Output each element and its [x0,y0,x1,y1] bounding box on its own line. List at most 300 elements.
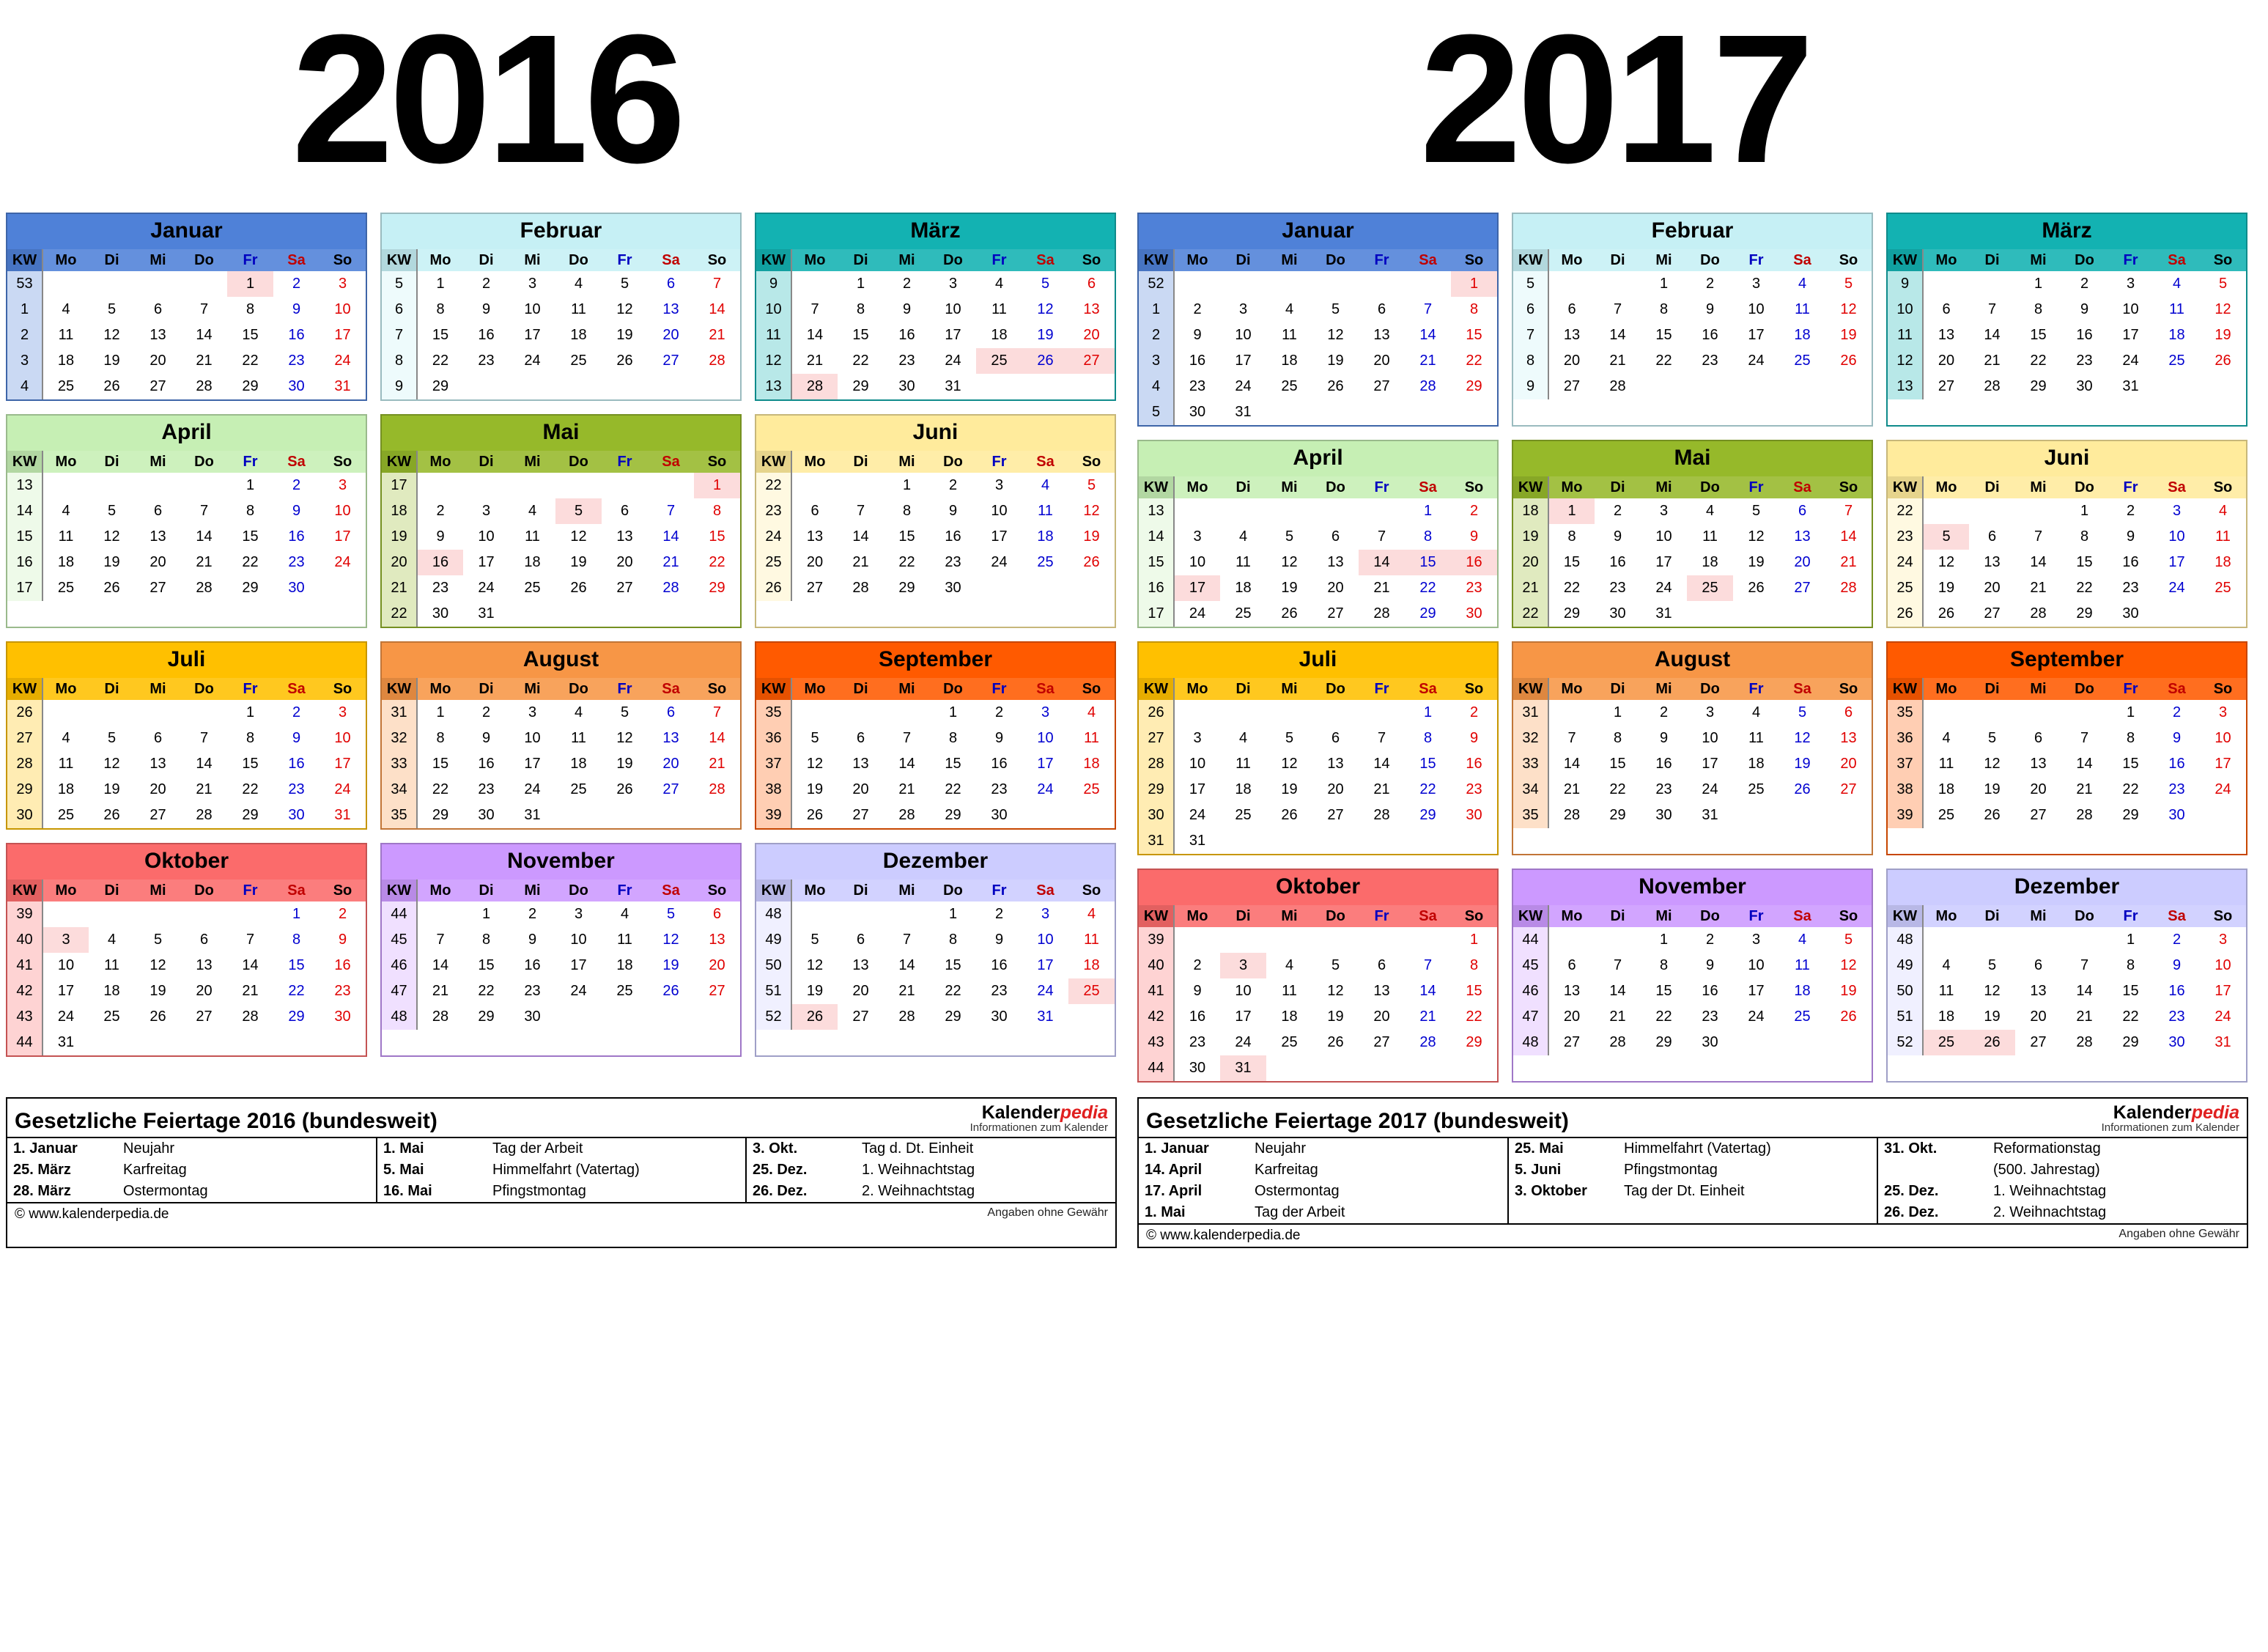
week-row [7,374,366,399]
week-number-cell: 3 [7,348,43,374]
day-cell: 28 [196,378,213,394]
day-cell: 31 [1189,833,1206,849]
holiday-date: 25. Dez. [746,1159,856,1181]
week-row [7,777,366,803]
day-cell: 8 [2080,528,2089,545]
day-cell: 12 [1037,301,1054,317]
day-cell [135,700,181,726]
day-cell: 26 [662,983,679,999]
site-url[interactable]: © www.kalenderpedia.de [1146,1228,1301,1243]
day-cell: 15 [288,957,305,973]
day-cell: 14 [1984,327,2001,343]
day-cell: 1 [1613,704,1622,720]
day-cell: 29 [945,807,961,823]
weekday-header: Mo [1548,905,1595,927]
day-cell: 13 [616,528,633,545]
day-cell: 27 [149,378,166,394]
week-number-cell: 10 [1888,297,1923,322]
day-cell: 3 [338,704,347,720]
week-row [1139,498,1497,524]
weekday-header: Di [838,880,884,901]
weekday-header: Mi [884,451,930,473]
day-cell: 31 [334,378,351,394]
day-cell: 18 [616,957,633,973]
holiday-date [1508,1202,1618,1223]
day-cell: 5 [1041,276,1050,292]
day-cell: 17 [570,957,587,973]
week-number-cell: 5 [1139,399,1174,425]
day-cell: 11 [1235,554,1251,570]
day-cell: 15 [709,528,725,545]
day-cell: 28 [852,580,869,596]
month-card-märz [1886,213,2247,427]
week-number-cell: 21 [1513,575,1548,601]
weekday-header: Mi [2015,249,2061,271]
weekday-header: Fr [976,451,1022,473]
day-cell: 9 [1659,730,1669,746]
day-cell: 13 [196,957,213,973]
week-row [1888,953,2246,978]
week-number-cell: 34 [382,777,417,803]
week-row [1139,374,1497,399]
holiday-date: 25. März [13,1162,71,1178]
day-cell [1022,803,1068,828]
day-cell: 8 [436,301,445,317]
day-cell: 15 [1563,554,1581,570]
day-cell: 30 [1189,404,1206,420]
weekday-header: Mo [1923,249,1969,271]
day-cell: 18 [570,327,587,343]
week-number-cell: 10 [756,297,791,322]
week-row [1513,498,1872,524]
day-cell: 19 [806,781,824,797]
week-row [382,473,740,498]
day-cell: 1 [2080,503,2089,519]
day-cell: 27 [1794,580,1811,596]
day-cell: 28 [898,1008,915,1025]
day-cell [43,901,89,927]
day-cell: 18 [1794,983,1811,999]
day-cell: 19 [1984,1008,2001,1025]
week-row [756,297,1115,322]
day-cell: 13 [1327,554,1344,570]
day-cell [1825,1030,1872,1055]
day-cell [43,473,89,498]
week-row [1888,700,2246,726]
week-row [756,751,1115,777]
month-table [1139,905,1497,1081]
week-number-cell: 47 [382,978,417,1004]
day-cell: 25 [1794,1008,1811,1025]
month-table [7,880,366,1055]
month-title: Mai [382,416,740,451]
day-cell: 7 [436,932,445,948]
day-cell: 29 [852,378,869,394]
weekday-header: Fr [976,249,1022,271]
day-cell [694,803,740,828]
week-number-cell: 33 [382,751,417,777]
weekday-header: Sa [648,451,694,473]
day-cell [1733,803,1779,828]
day-cell: 15 [1655,983,1672,999]
week-number-cell: 53 [7,271,43,297]
week-row [1139,1030,1497,1055]
weekday-header: Di [89,880,135,901]
day-cell [89,473,135,498]
week-number-cell: 28 [1139,751,1174,777]
day-cell: 20 [852,781,869,797]
day-cell: 2 [2126,503,2135,519]
day-cell: 23 [478,781,495,797]
week-number-cell: 38 [756,777,791,803]
day-cell: 7 [712,276,722,292]
day-cell: 13 [149,528,166,545]
weekday-header: Di [463,249,509,271]
week-number-cell: 13 [1888,374,1923,399]
week-number-cell: 35 [382,803,417,828]
weekday-header: Do [1687,905,1733,927]
weekday-header: So [1068,249,1115,271]
day-cell: 10 [524,301,541,317]
month-card-februar [380,213,742,401]
holiday-name: Tag der Arbeit [492,1140,583,1157]
day-cell: 14 [196,327,213,343]
weekday-header: So [319,678,366,700]
day-cell: 16 [478,327,495,343]
day-cell: 1 [1659,932,1669,948]
weekday-header: Do [1687,678,1733,700]
day-cell: 23 [288,781,305,797]
day-cell: 26 [1281,807,1298,823]
day-cell: 2 [2172,932,2182,948]
day-cell: 10 [991,503,1008,519]
site-url[interactable]: © www.kalenderpedia.de [15,1206,169,1222]
day-cell: 14 [898,756,915,772]
week-number-cell: 44 [1513,927,1548,953]
day-cell: 15 [242,756,259,772]
weekday-header: Mi [2015,678,2061,700]
day-cell [1548,271,1595,297]
day-cell: 13 [1938,327,1955,343]
weekday-header: Fr [227,249,273,271]
day-cell: 12 [806,957,824,973]
week-row [382,374,740,399]
week-number-cell: 18 [1513,498,1548,524]
brand-logo [970,1103,1108,1134]
weekday-header: Mo [417,451,463,473]
day-cell: 31 [57,1034,75,1050]
day-cell [1969,271,2015,297]
day-cell: 4 [1087,704,1096,720]
day-cell: 8 [245,301,255,317]
week-number-cell: 23 [756,498,791,524]
day-cell: 23 [2076,353,2093,369]
month-table [1513,476,1872,627]
month-card-august [380,641,742,830]
weekday-header: KW [756,451,791,473]
day-cell: 13 [662,301,679,317]
day-cell: 28 [662,580,679,596]
day-cell [2015,700,2061,726]
weekday-header: So [1451,249,1497,271]
day-cell [1220,271,1266,297]
day-cell: 21 [432,983,449,999]
day-cell: 10 [478,528,495,545]
week-row [1888,575,2246,601]
week-number-cell: 22 [382,601,417,627]
day-cell: 23 [432,580,449,596]
day-cell: 4 [620,906,629,922]
day-cell: 29 [432,378,449,394]
day-cell [181,271,227,297]
month-table [382,678,740,828]
day-cell: 26 [1984,807,2001,823]
weekday-header: Sa [2154,905,2200,927]
brand-tagline: Informationen zum Kalender [2101,1121,2239,1135]
weekday-header: Di [1220,249,1266,271]
holiday-date: 5. Mai [377,1159,487,1181]
day-cell: 15 [242,528,259,545]
day-cell: 20 [1327,781,1344,797]
week-row [7,575,366,601]
week-row [1513,575,1872,601]
week-number-cell: 9 [1513,374,1548,399]
day-cell: 26 [806,807,824,823]
day-cell: 27 [1373,1034,1390,1050]
weekday-header: KW [382,678,417,700]
holiday-name: Karfreitag [1255,1162,1318,1178]
week-number-cell: 14 [1139,524,1174,550]
day-cell: 11 [991,301,1007,317]
month-title: Dezember [1888,870,2246,905]
day-cell: 13 [709,932,725,948]
week-row [382,726,740,751]
week-number-cell: 39 [1888,803,1923,828]
day-cell: 30 [478,807,495,823]
day-cell: 2 [1613,503,1622,519]
day-cell: 11 [571,301,586,317]
day-cell: 29 [1609,807,1626,823]
weekday-header: So [694,880,740,901]
quarter-row [1137,641,2248,855]
weekday-header: Do [1312,678,1359,700]
day-cell: 20 [662,756,679,772]
day-cell: 20 [1840,756,1857,772]
week-row [1139,601,1497,627]
weekday-header: So [1451,476,1497,498]
month-table [1139,249,1497,425]
day-cell [976,374,1022,399]
day-cell: 15 [432,327,449,343]
day-cell: 31 [1037,1008,1054,1025]
day-cell: 12 [1327,983,1344,999]
week-row [756,575,1115,601]
day-cell: 25 [524,580,541,596]
weekday-header: Sa [648,880,694,901]
week-row [7,322,366,348]
day-cell [1359,498,1405,524]
weekday-header: Mo [791,451,838,473]
holiday-row [7,1181,1115,1202]
day-cell: 10 [2122,301,2139,317]
day-cell: 29 [242,580,259,596]
day-cell: 13 [1563,983,1581,999]
week-row [7,348,366,374]
week-row [756,473,1115,498]
week-row [1513,700,1872,726]
day-cell: 22 [1609,781,1626,797]
day-cell: 5 [620,276,629,292]
week-number-cell: 17 [7,575,43,601]
day-cell: 27 [1327,605,1344,622]
year-title-2017: 2017 [1419,0,1810,201]
day-cell [2015,927,2061,953]
week-row [1139,575,1497,601]
footers [6,1096,2262,1248]
day-cell: 27 [616,580,633,596]
week-row [1139,927,1497,953]
day-cell: 23 [1655,781,1672,797]
day-cell: 17 [1748,327,1765,343]
month-title: November [382,844,740,880]
month-card-november [380,843,742,1057]
holiday-name: Tag d. Dt. Einheit [862,1140,974,1157]
day-cell: 24 [334,554,351,570]
week-row [756,953,1115,978]
weekday-header: Mo [417,678,463,700]
day-cell: 16 [991,756,1008,772]
day-cell: 8 [436,730,445,746]
day-cell: 13 [2030,983,2047,999]
day-cell [1359,271,1405,297]
day-cell: 7 [2080,730,2089,746]
month-card-oktober [6,843,367,1057]
weekday-header: Do [930,249,976,271]
month-card-dezember [755,843,1116,1057]
day-cell [791,901,838,927]
day-cell: 5 [1844,932,1853,948]
day-cell: 22 [945,983,961,999]
day-cell: 16 [288,327,305,343]
week-row [7,927,366,953]
day-cell: 18 [1083,756,1100,772]
week-row [382,348,740,374]
day-cell: 9 [902,301,912,317]
day-cell: 12 [1794,730,1811,746]
day-cell: 26 [149,1008,166,1025]
week-number-cell: 52 [756,1004,791,1030]
day-cell: 3 [1238,301,1248,317]
day-cell: 30 [2168,1034,2185,1050]
month-title: Dezember [756,844,1115,880]
day-cell: 12 [570,528,587,545]
day-cell [1969,927,2015,953]
day-cell: 5 [1331,957,1340,973]
day-cell: 31 [945,378,961,394]
day-cell: 16 [2168,756,2185,772]
day-cell: 24 [2122,353,2139,369]
weekday-header: Di [463,678,509,700]
day-cell: 16 [334,957,351,973]
week-row [1888,978,2246,1004]
day-cell: 4 [528,503,537,519]
day-cell: 9 [292,503,301,519]
weekday-header: KW [1139,678,1174,700]
weekday-header: Sa [1022,880,1068,901]
day-cell: 8 [245,730,255,746]
day-cell [1451,1055,1497,1081]
week-row [1513,601,1872,627]
weekday-header: Mi [884,678,930,700]
day-cell [1312,828,1359,854]
day-cell [1220,927,1266,953]
day-cell: 24 [945,353,961,369]
day-cell: 27 [1984,605,2001,622]
day-cell: 12 [1984,756,2001,772]
day-cell: 12 [1083,503,1100,519]
day-cell: 27 [806,580,824,596]
day-cell: 9 [2172,957,2182,973]
day-cell: 29 [1419,605,1436,622]
week-number-cell: 44 [1139,1055,1174,1081]
weekday-header: Mi [884,880,930,901]
month-card-juli [6,641,367,830]
day-cell: 12 [103,756,120,772]
day-cell: 14 [1563,756,1581,772]
day-cell: 7 [902,932,912,948]
weekday-header: So [1825,905,1872,927]
day-cell: 22 [2076,580,2093,596]
day-cell: 7 [199,730,209,746]
day-cell: 12 [1938,554,1955,570]
week-number-cell: 35 [756,700,791,726]
day-cell [1312,700,1359,726]
day-cell: 22 [1466,353,1482,369]
day-cell: 3 [528,276,537,292]
month-title: April [1139,441,1497,476]
weekday-header: Sa [1405,678,1451,700]
day-cell: 12 [1984,983,2001,999]
brand-tagline: Informationen zum Kalender [969,1121,1108,1135]
day-cell: 28 [2076,807,2093,823]
week-row [7,953,366,978]
day-cell: 31 [1655,605,1672,622]
day-cell: 4 [1942,730,1951,746]
day-cell: 6 [1567,301,1576,317]
day-cell: 2 [1469,503,1479,519]
day-cell: 6 [1087,276,1096,292]
day-cell [463,374,509,399]
holiday-date: 17. April [1145,1183,1203,1199]
day-cell: 13 [1373,983,1390,999]
day-cell: 26 [1840,353,1857,369]
day-cell: 17 [2215,983,2231,999]
day-cell: 24 [334,781,351,797]
week-row [756,1004,1115,1030]
holiday-date: 1. Januar [13,1140,78,1157]
day-cell: 30 [524,1008,541,1025]
day-cell [1405,271,1451,297]
day-cell: 28 [898,807,915,823]
day-cell [1969,498,2015,524]
day-cell: 30 [288,807,305,823]
weekday-header: So [694,451,740,473]
weekday-header: Di [89,249,135,271]
week-row [7,297,366,322]
weekday-header: Mo [1548,249,1595,271]
day-cell: 2 [292,704,301,720]
day-cell: 10 [945,301,961,317]
